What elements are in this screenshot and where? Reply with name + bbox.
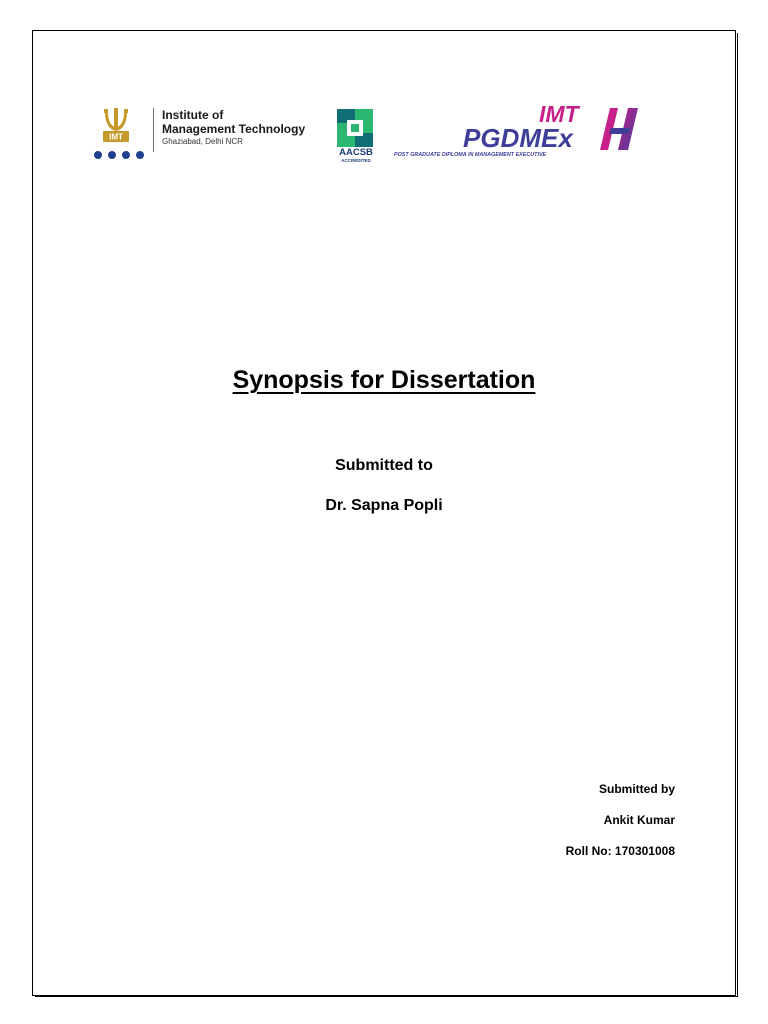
imt-name-line2: Management Technology	[162, 122, 306, 136]
document-title: Synopsis for Dissertation	[232, 366, 536, 394]
pgdmex-torch-icon	[600, 106, 638, 152]
imt-name-line1: Institute of	[162, 108, 224, 122]
aacsb-accredited: ACCREDITED	[341, 158, 371, 163]
imt-divider	[153, 108, 154, 152]
aacsb-name: AACSB	[339, 147, 373, 158]
imt-text	[162, 108, 322, 148]
imt-logo	[92, 104, 312, 166]
roll-number: Roll No: 170301008	[565, 844, 675, 858]
pgdmex-logo	[393, 102, 643, 162]
aacsb-logo	[334, 109, 378, 167]
aacsb-mark-icon	[334, 109, 378, 149]
pgdmex-tagline: POST GRADUATE DIPLOMA IN MANAGEMENT EXECUTIVE	[394, 152, 547, 158]
pgdmex-name: PGDMEx	[463, 123, 573, 153]
imt-emblem-icon	[92, 104, 150, 162]
pgdmex-imt-text: IMT	[539, 101, 579, 127]
submitted-by-label: Submitted by	[598, 782, 675, 796]
imt-location: Ghaziabad, Delhi NCR	[162, 137, 243, 146]
submitted-to-label: Submitted to	[335, 457, 433, 474]
imt-emblem-text: IMT	[109, 132, 123, 142]
student-name: Ankit Kumar	[603, 813, 675, 827]
supervisor-name: Dr. Sapna Popli	[325, 497, 443, 514]
